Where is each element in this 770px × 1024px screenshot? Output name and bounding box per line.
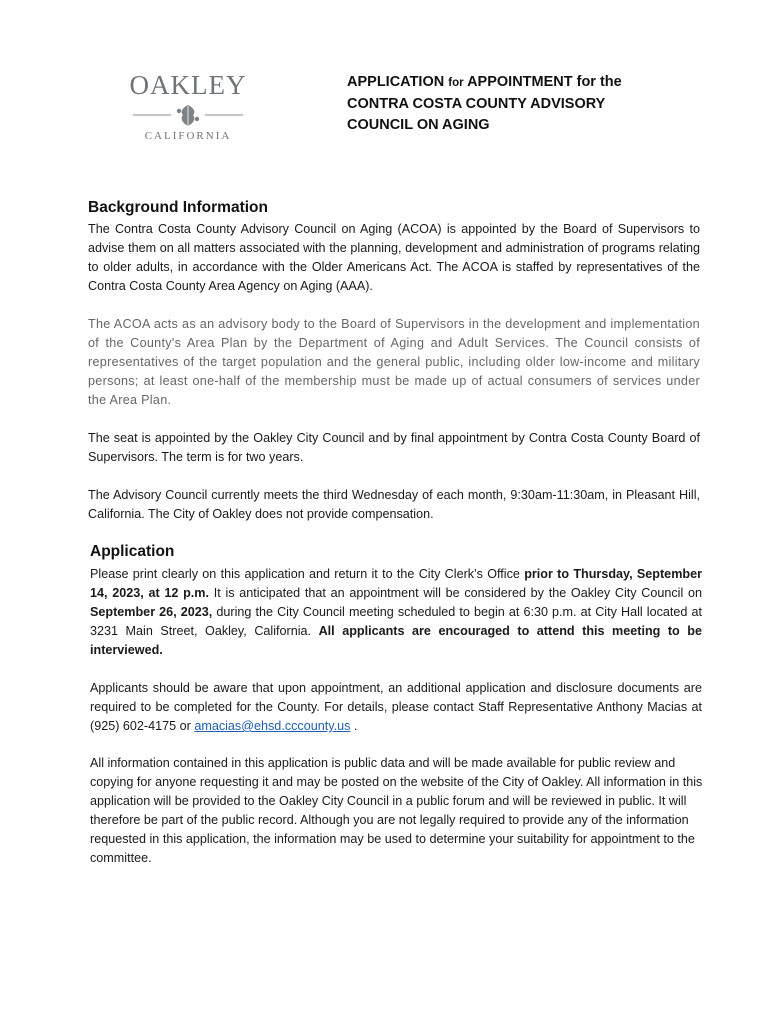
background-paragraph-2: The ACOA acts as an advisory body to the Board of Supervisors in the development and implementation of the County's Area Plan by the Department of Aging and Adult Services. The Council consists of representatives of the target population and the general public, including older low-income and military persons; at least one-half of the membership must be made up of actual consumers of services under the Area Plan. xyxy=(88,317,700,407)
title-line-3: COUNCIL ON AGING xyxy=(347,117,490,133)
contact-email-link[interactable]: amacias@ehsd.cccounty.us xyxy=(194,719,351,733)
oak-leaf-icon xyxy=(133,102,243,128)
application-paragraph-1: Please print clearly on this application and return it to the City Clerk’s Office prior to Thursday, September 14, 2023, at 12 p.m. It is anticipated that an appointment will be considered by the Oakley City Council on September 26, 2023, during the City Council meeting scheduled to begin at 6:30 p.m. at City Hall located at 3231 Main Street, Oakley, California. All applicants are encouraged to attend this meeting to be interviewed. xyxy=(90,567,702,657)
background-paragraph-3: The seat is appointed by the Oakley City Council and by final appointment by Contra Costa County Board of Supervisors. The term is for two years. xyxy=(88,431,700,464)
logo-state: CALIFORNIA xyxy=(144,130,232,142)
application-heading: Application xyxy=(90,543,175,560)
background-paragraph-1: The Contra Costa County Advisory Council on Aging (ACOA) is appointed by the Board of Supervisors to advise them on all matters associated with the planning, development and administration of programs relating to older adults, in accordance with the Older Americans Act. The ACOA is staffed by representatives of the Contra Costa County Area Agency on Aging (AAA). xyxy=(88,222,700,293)
title-line-2: CONTRA COSTA COUNTY ADVISORY xyxy=(347,96,606,112)
background-heading: Background Information xyxy=(88,199,268,216)
background-paragraph-4: The Advisory Council currently meets the third Wednesday of each month, 9:30am-11:30am, in Pleasant Hill, California. The City of Oakley does not provide compensation. xyxy=(88,488,700,521)
application-paragraph-3: All information contained in this application is public data and will be made available for public review and copying for anyone requesting it and may be posted on the website of the City of Oakley. All information in this application will be provided to the Oakley City Council in a public forum and will be reviewed in public. It will therefore be part of the public record. Although you are not legally required to provide any of the information requested in this application, the information may be used to determine your suitability for appointment to the committee. xyxy=(90,756,703,865)
application-paragraph-2: Applicants should be aware that upon appointment, an additional application and disclosure documents are required to be completed for the County. For details, please contact Staff Representative Anthony Macias at (925) 602-4175 or amacias@ehsd.cccounty.us . xyxy=(90,681,702,733)
application-heading-block xyxy=(90,542,702,561)
background-heading-block xyxy=(88,198,700,217)
title-line-1: APPLICATION for APPOINTMENT for the xyxy=(347,74,622,90)
logo-wordmark: OAKLEY xyxy=(129,70,247,100)
oakley-logo xyxy=(118,70,258,150)
page-title xyxy=(347,72,677,136)
